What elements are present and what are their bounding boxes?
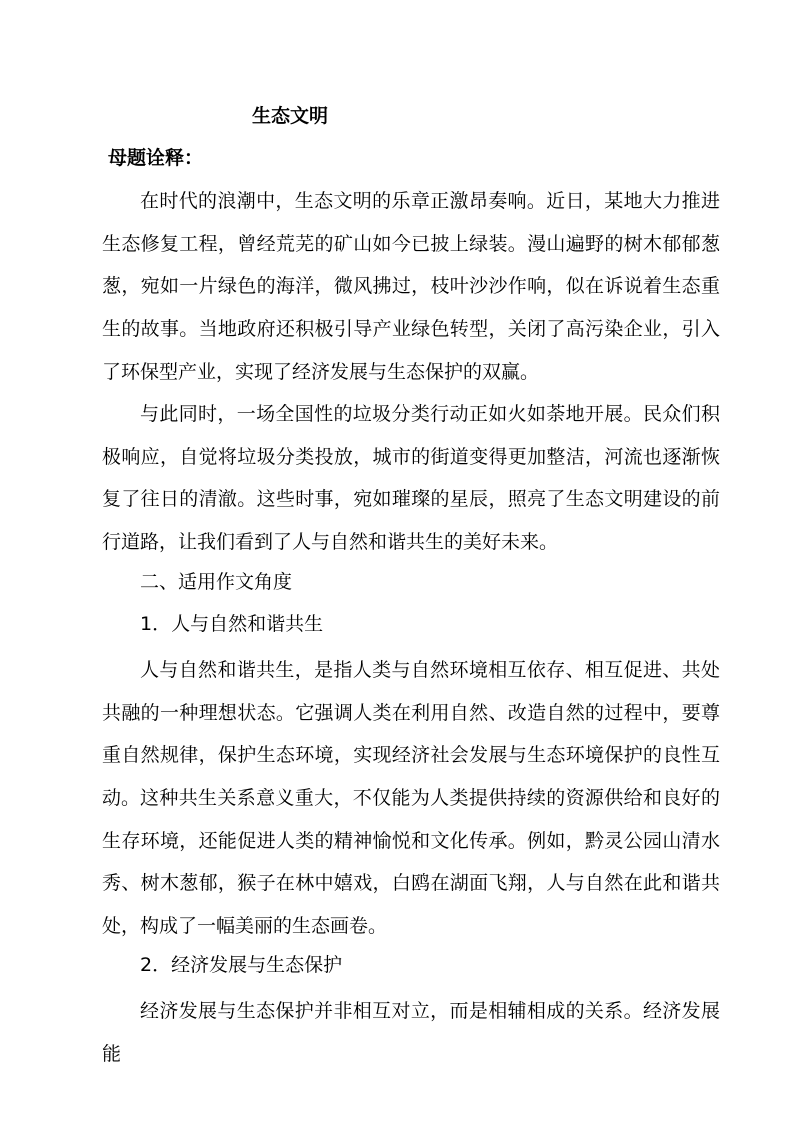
subheading-economy-ecology: 2．经济发展与生态保护 bbox=[140, 954, 343, 976]
paragraph-garbage-sorting: 与此同时，一场全国性的垃圾分类行动正如火如荼地开展。民众们积极响应，自觉将垃圾分类投放，城市的街道变得更加整洁，河流也逐渐恢复了往日的清澈。这些时事，宛如璀璨的星辰，照亮了生态文明建设的前行道路，让我们看到了人与自然和谐共生的美好未来。 bbox=[102, 403, 720, 554]
paragraph-harmony-definition: 人与自然和谐共生，是指人类与自然环境相互依存、相互促进、共处共融的一种理想状态。它强调人类在利用自然、改造自然的过程中，要尊重自然规律，保护生态环境，实现经济社会发展与生态环境保护的良性互动。 bbox=[102, 659, 720, 810]
paragraph-economy-ecology: 经济发展与生态保护并非相互对立，而是相辅相成的关系。经济发展能 bbox=[102, 1000, 720, 1065]
paragraph-harmony-significance: 这种共生关系意义重大，不仅能为人类提供持续的资源供给和良好的生存环境，还能促进人类的精神愉悦和文化传承。例如，黔灵公园山清水秀、树木葱郁，猴子在林中嬉戏，白鸥在湖面飞翔，人与自然在此和谐共处，构成了一幅美丽的生态画卷。 bbox=[102, 787, 720, 938]
subheading-harmony: 1．人与自然和谐共生 bbox=[140, 613, 324, 635]
section-heading-writing-angles: 二、适用作文角度 bbox=[140, 571, 293, 593]
theme-interpretation-heading: 母题诠释： bbox=[108, 147, 204, 169]
paragraph-ecological-restoration: 在时代的浪潮中，生态文明的乐章正激昂奏响。近日，某地大力推进生态修复工程，曾经荒芜的矿山如今已披上绿装。漫山遍野的树木郁郁葱葱，宛如一片绿色的海洋，微风拂过，枝叶沙沙作响，似在诉说着生态重生的故事。当地政府还积极引导产业绿色转型，关闭了高污染企业，引入了环保型产业，实现了经济发展与生态保护的双赢。 bbox=[102, 190, 720, 383]
document-title: 生态文明 bbox=[252, 105, 329, 127]
